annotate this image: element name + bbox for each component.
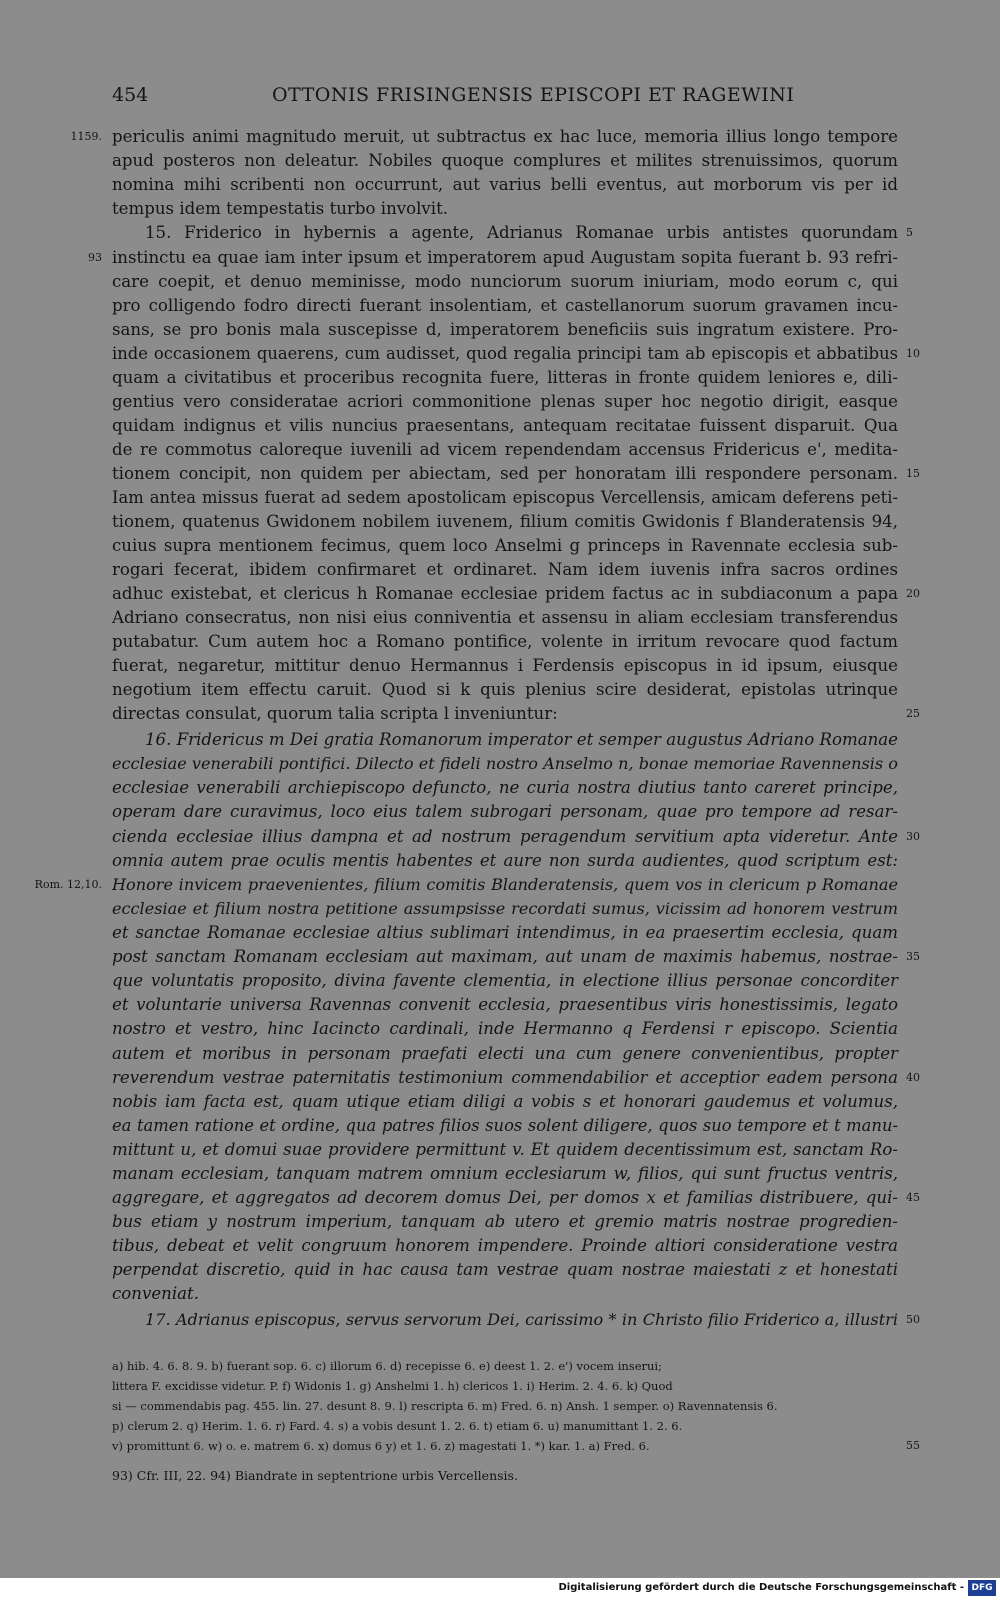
text-line: cuius supra mentionem fecimus, quem loco Anselmi g princeps in Ravennate ecclesia sub- [112,536,898,555]
apparatus-line: si — commendabis pag. 455. lin. 27. desunt 8. 9. l) rescripta 6. m) Fred. 6. n) Ansh. 1 semper. o) Ravennatensis 6. [112,1399,778,1413]
text-line: ecclesiae venerabili pontifici. Dilecto et fideli nostro Anselmo n, bonae memoriae Ravennensis o [112,754,898,773]
text-line: aggregare, et aggregatos ad decorem domus Dei, per domos x et familias distribuere, qui- [112,1188,898,1207]
apparatus-line: v) promittunt 6. w) o. e. matrem 6. x) domus 6 y) et 1. 6. z) magestati 1. *) kar. 1. a) Fred. 6. [112,1439,650,1453]
text-line: reverendum vestrae paternitatis testimonium commendabilior et acceptior eadem persona [112,1068,898,1087]
text-line: adhuc existebat, et clericus h Romanae ecclesiae pridem factus ac in subdiaconum a papa [112,584,898,603]
text-line: 16. Fridericus m Dei gratia Romanorum imperator et semper augustus Adriano Romanae [145,730,899,749]
text-line: tionem, quatenus Gwidonem nobilem iuvenem, filium comitis Gwidonis f Blanderatensis 94, [112,512,898,531]
line-number: 20 [906,587,920,600]
text-line: post sanctam Romanam ecclesiam aut maximam, aut unam de maximis habemus, nostrae- [112,947,898,966]
text-line: autem et moribus in personam praefati electi una cum genere convenientibus, propter [112,1044,898,1063]
text-line: de re commotus caloreque iuvenili ad vicem rependendam accensus Fridericus e', medita- [112,440,898,459]
text-line: et voluntarie universa Ravennas convenit ecclesia, praesentibus viris honestissimis, legato [112,995,898,1014]
text-line: nostro et vestro, hinc Iacincto cardinali, inde Hermanno q Ferdensi r episcopo. Scientia [112,1019,898,1038]
text-line: care coepit, et denuo meminisse, modo nunciorum suorum iniuriam, modo eorum c, qui [112,272,898,291]
margin-year: 1159. [70,130,102,143]
footer-bar [0,1578,1000,1600]
text-line: ea tamen ratione et ordine, qua patres filios suos solent diligere, quos suo tempore et t manu- [112,1116,898,1135]
text-line: bus etiam y nostrum imperium, tanquam ab utero et gremio matris nostrae progredien- [112,1212,898,1231]
text-line: 17. Adrianus episcopus, servus servorum Dei, carissimo * in Christo filio Friderico a, illustri [145,1310,898,1329]
text-line: pro colligendo fodro directi fuerant insolentiam, et castellanorum suorum gravamen incu- [112,296,898,315]
text-line: gentius vero consideratae acriori commonitione plenas super hoc negotio dirigit, easque [112,392,898,411]
footer-credit: Digitalisierung gefördert durch die Deutsche Forschungsgemeinschaft - [558,1582,964,1593]
apparatus-line: littera F. excidisse videtur. P. f) Widonis 1. g) Anshelmi 1. h) clericos 1. i) Herim. 2. 4. 6. k) Quod [112,1379,673,1393]
text-line: omnia autem prae oculis mentis habentes et aure non surda audientes, quod scriptum est: [112,851,898,870]
text-line: nobis iam facta est, quam utique etiam diligi a vobis s et honorari gaudemus et volumus, [112,1092,898,1111]
text-line: apud posteros non deleatur. Nobiles quoque complures et milites strenuissimos, quorum [112,151,898,170]
line-number: 15 [906,467,920,480]
text-line: sans, se pro bonis mala suscepisse d, imperatorem beneficiis suis ingratum existere. Pro- [112,320,898,339]
text-line: fuerat, negaretur, mittitur denuo Hermannus i Ferdensis episcopus in id ipsum, eiusque [112,656,898,675]
running-header [112,84,898,108]
line-number: 10 [906,347,920,360]
text-line: que voluntatis proposito, divina favente clementia, in electione illius personae concorditer [112,971,898,990]
text-line: tibus, debeat et velit congruum honorem impendere. Proinde altiori consideratione vestra [112,1236,898,1255]
text-line: cienda ecclesiae illius dampna et ad nostrum peragendum servitium apta videretur. Ante [112,827,898,846]
line-number: 50 [906,1313,920,1326]
text-line: ecclesiae et filium nostra petitione assumpsisse recordati sumus, vicissim ad honorem vestrum [112,899,898,918]
text-line: et sanctae Romanae ecclesiae altius sublimari intendimus, in ea praesertim ecclesia, quam [112,923,898,942]
text-line: perpendat discretio, quid in hac causa tam vestrae quam nostrae maiestati z et honestati [112,1260,898,1279]
text-line: inde occasionem quaerens, cum audisset, quod regalia principi tam ab episcopis et abbatibus [112,344,898,363]
page-number: 454 [112,84,149,106]
text-line: nomina mihi scribenti non occurrunt, aut varius belli eventus, aut morborum vis per id [112,175,898,194]
text-line: putabatur. Cum autem hoc a Romano pontifice, volente in irritum revocare quod factum [112,632,898,651]
running-title: OTTONIS FRISINGENSIS EPISCOPI ET RAGEWINI [272,84,795,106]
line-number: 35 [906,950,920,963]
text-line: operam dare curavimus, loco eius talem subrogari personam, quae pro tempore ad resar- [112,802,898,821]
margin-ref-93: 93 [88,251,102,264]
text-line: quam a civitatibus et proceribus recognita fuere, litteras in fronte quidem leniores e, dili- [112,368,898,387]
text-line: periculis animi magnitudo meruit, ut subtractus ex hac luce, memoria illius longo tempore [112,127,898,146]
text-line: rogari fecerat, ibidem confirmaret et ordinaret. Nam idem iuvenis infra sacros ordines [112,560,898,579]
text-line: manam ecclesiam, tanquam matrem omnium ecclesiarum w, filios, qui sunt fructus ventris, [112,1164,898,1183]
apparatus-line: p) clerum 2. q) Herim. 1. 6. r) Fard. 4. s) a vobis desunt 1. 2. 6. t) etiam 6. u) manumittant 1. 2. 6. [112,1419,683,1433]
text-line: ecclesiae venerabili archiepiscopo defuncto, ne curia nostra diutius tanto careret principe, [112,778,898,797]
text-line: Adriano consecratus, non nisi eius conniventia et assensu in aliam ecclesiam transferendus [112,608,898,627]
text-line: tempus idem tempestatis turbo involvit. [112,199,449,218]
line-number: 40 [906,1071,920,1084]
line-number: 30 [906,830,920,843]
line-number: 55 [906,1439,920,1452]
dfg-logo-icon: DFG [968,1580,996,1596]
text-line: Iam antea missus fuerat ad sedem apostolicam episcopus Vercellensis, amicam deferens peti- [112,488,898,507]
text-line: mittunt u, et domui suae providere permittunt v. Et quidem decentissimum est, sanctam Ro- [112,1140,898,1159]
text-line: quidam indignus et vilis nuncius praesentans, antequam recitatae fuissent disparuit. Qua [112,416,898,435]
apparatus-line: a) hib. 4. 6. 8. 9. b) fuerant sop. 6. c) illorum 6. d) recepisse 6. e) deest 1. 2. e') vocem inserui; [112,1359,662,1373]
text-line: Honore invicem praevenientes, filium comitis Blanderatensis, quem vos in clericum p Romanae [112,875,898,894]
text-line: negotium item effectu caruit. Quod si k quis plenius scire desiderat, epistolas utrinque [112,680,898,699]
text-line: tionem concipit, non quidem per abiectam, sed per honoratam illi respondere personam. [112,464,898,483]
text-line: directas consulat, quorum talia scripta l inveniuntur: [112,704,558,723]
line-number: 5 [906,226,913,239]
text-line: 15. Friderico in hybernis a agente, Adrianus Romanae urbis antistes quorundam [145,223,898,242]
text-line: instinctu ea quae iam inter ipsum et imperatorem apud Augustam sopita fuerant b. 93 refri- [112,248,898,267]
text-line: conveniat. [112,1284,199,1303]
line-number: 45 [906,1191,920,1204]
margin-rom: Rom. 12,10. [34,878,102,891]
line-number: 25 [906,707,920,720]
historical-notes: 93) Cfr. III, 22. 94) Biandrate in septentrione urbis Vercellensis. [112,1468,518,1483]
